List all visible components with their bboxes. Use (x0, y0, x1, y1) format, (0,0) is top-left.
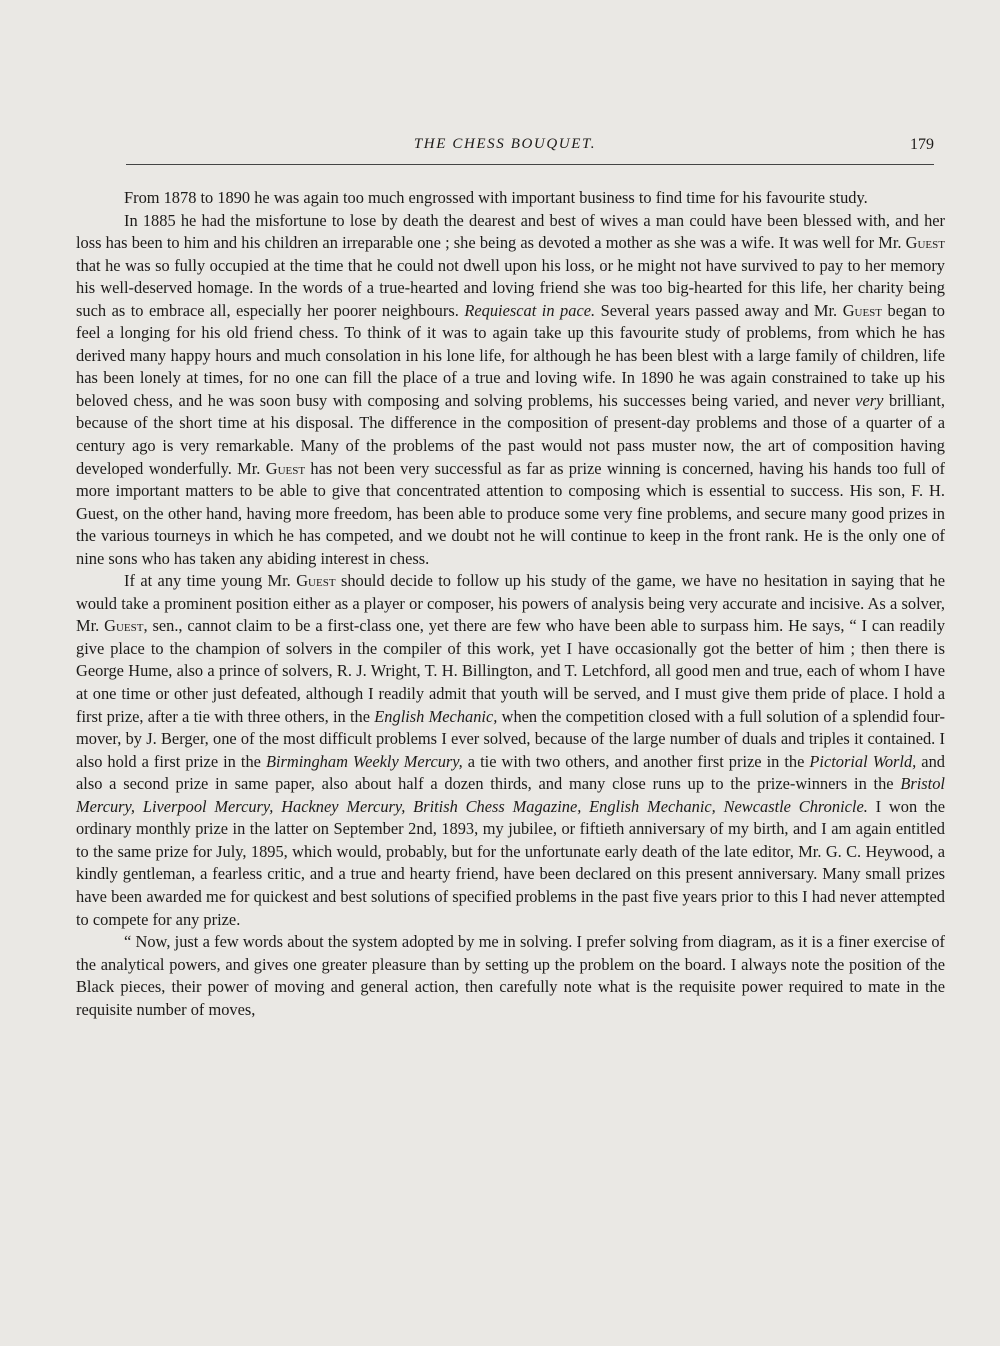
text-run: should decide to follow up his study of the game, we have no hesitation in saying that he would take a prominent position either as a player or composer, his powers of analysis being very accurate and incisive. As a solver, Mr. (76, 571, 945, 636)
paragraph (76, 570, 945, 931)
text-run-smallcaps: Guest (842, 300, 883, 320)
text-run: and also a second prize in same paper, also about half a dozen thirds, and many close runs up to the prize-winners in the (76, 751, 945, 794)
text-run-italic: Birmingham Weekly Mercury, (265, 751, 463, 771)
text-run-italic: Requiescat in pace. (464, 300, 596, 320)
paragraph (76, 931, 945, 1021)
text-run: began to feel a longing for his old friend chess. To think of it was to again take up this favourite study of problems, from which he has derived many happy hours and much consolation in his lone life, for although he has been blest with a large family of children, life has been lonely at times, for no one can fill the place of a true and loving wife. In 1890 he was again constrained to take up his beloved chess, and he was soon busy with composing and solving problems, his successes being varied, and never (76, 300, 945, 410)
text-run-italic: English Mechanic, (374, 706, 498, 726)
paragraph (76, 187, 945, 210)
page-number: 179 (910, 136, 934, 153)
text-run: From 1878 to 1890 he was again too much engrossed with important business to find time for his favourite study. (124, 188, 868, 207)
text-run: If at any time young Mr. (124, 571, 297, 591)
text-run: , sen., cannot claim to be a first-class one, yet there are few who have been able to surpass him. He says, “ I can readily give place to the champion of solvers in the compiler of this work, yet I have occasionally got the better of him ; then there is George Hume, also a prince of solvers, R. J. Wright, T. H. Billington, and T. Letchford, all good men and true, each of whom I have at one time or other just defeated, although I readily admit that youth will be served, and I must give them pride of place. I hold a first prize, after a tie with three others, in the (76, 616, 946, 726)
text-run-smallcaps: Guest (104, 616, 144, 636)
text-run-italic: Pictorial World, (809, 751, 917, 771)
text-run-smallcaps: Guest (296, 571, 336, 591)
text-run: a tie with two others, and another first prize in the (462, 751, 810, 771)
text-run-smallcaps: Guest (905, 233, 945, 253)
paragraph (76, 210, 945, 571)
text-run: Several years passed away and Mr. (595, 300, 843, 320)
text-run: In 1885 he had the misfortune to lose by death the dearest and best of wives a man could have been blessed with, and her loss has been to him and his children an irreparable one ; she being as devoted a mother as she was a wife. It was well for Mr. (76, 210, 945, 253)
text-run: “ Now, just a few words about the system adopted by me in solving. I prefer solving from diagram, as it is a finer exercise of the analytical powers, and gives one greater pleasure than by setting up the problem on the board. I always note the position of the Black pieces, their power of moving and general action, then carefully note what is the requisite power required to mate in the requisite number of moves, (76, 932, 945, 1019)
text-run-italic: very (855, 390, 884, 410)
text-run: when the competition closed with a full solution of a splendid four-mover, by J. Berger, one of the most difficult problems I ever solved, because of the large number of duals and triples it contained. I also hold a first prize in the (76, 706, 945, 771)
text-run: has not been very successful as far as prize winning is concerned, having his hands too full of more important matters to be able to give that concentrated attention to composing which is essential to success. His son, F. H. Guest, on the other hand, having more freedom, has been able to produce some very fine problems, and secure many good prizes in the various tourneys in which he has competed, and we doubt not he will continue to keep in the front rank. He is the only one of nine sons who has taken any abiding interest in chess. (76, 458, 945, 568)
running-title: THE CHESS BOUQUET. (413, 136, 597, 152)
header-rule (126, 164, 934, 165)
body-text (76, 187, 945, 1021)
text-run: brilliant, because of the short time at his disposal. The difference in the composition of present-day problems and those of a quarter of a century ago is very remarkable. Many of the problems of the past would not pass muster now, the art of composition having developed wonderfully. Mr. (76, 390, 945, 478)
text-run: that he was so fully occupied at the time that he could not dwell upon his loss, or he might not have survived to pay to her memory his well-deserved homage. In the words of a true-hearted and loving friend she was too big-hearted for this life, her charity being such as to embrace all, especially her poorer neighbours. (76, 255, 945, 320)
text-run: I won the ordinary monthly prize in the latter on September 2nd, 1893, my jubilee, or fiftieth anniversary of my birth, and I am again entitled to the same prize for July, 1895, which would, probably, but for the unfortunate early death of the late editor, Mr. G. C. Heywood, a kindly gentleman, a fearless critic, and a true and hearty friend, have been declared on this present anniversary. Many small prizes have been awarded me for quickest and best solutions of specified problems in the past five years prior to this I had never attempted to compete for any prize. (76, 796, 945, 929)
text-run-italic: Bristol Mercury, Liverpool Mercury, Hackney Mercury, British Chess Magazine, English Mechanic, Newcastle Chronicle. (76, 774, 945, 816)
text-run-smallcaps: Guest (265, 458, 306, 478)
page-header (76, 136, 934, 160)
